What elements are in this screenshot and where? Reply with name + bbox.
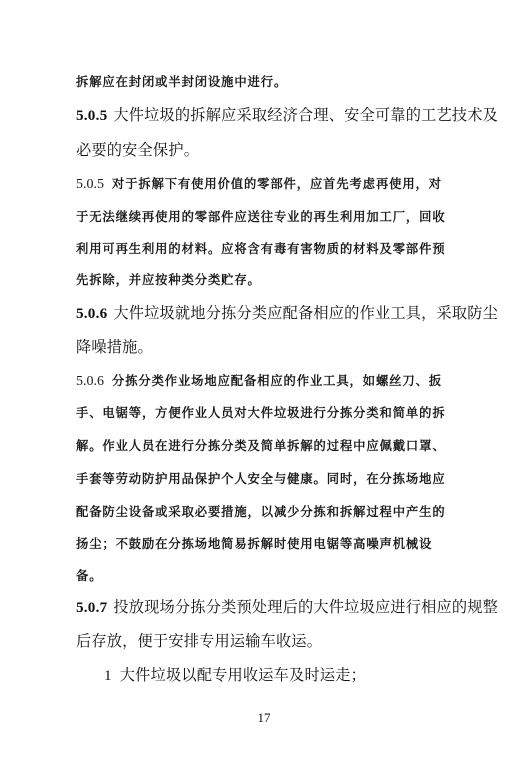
- commentary-line: [76, 570, 102, 582]
- line-text: 备。: [76, 569, 103, 583]
- line-text: 对于拆解下有使用价值的零部件，应首先考虑再使用，对: [112, 177, 442, 191]
- commentary-number: 5.0.6: [76, 374, 104, 389]
- line-text: 手、电锯等，方便作业人员对大件垃圾进行分拣分类和简单的拆: [76, 406, 446, 420]
- clause-line: [76, 634, 322, 649]
- line-text: 配备防尘设备或采取必要措施，以减少分拣和拆解过程中产生的: [76, 505, 446, 519]
- line-text: 大件垃圾就地分拣分类应配备相应的作业工具，采取防尘: [113, 305, 499, 322]
- page-number: 17: [257, 710, 271, 725]
- commentary-line: [76, 211, 446, 223]
- clause-line: [76, 340, 153, 355]
- line-text: 手套等劳动防护用品保护个人安全与健康。同时，在分拣场地应: [76, 472, 446, 486]
- commentary-line: [76, 76, 287, 88]
- clause-line: [76, 306, 498, 321]
- commentary-line: [76, 375, 442, 389]
- clause-line: [76, 600, 498, 615]
- list-item: [104, 668, 366, 683]
- line-text: 利用可再生利用的材料。应将含有毒有害物质的材料及零部件预: [76, 242, 446, 256]
- commentary-line: [76, 506, 446, 518]
- line-text: 扬尘；不鼓励在分拣场地简易拆解时使用电锯等高噪声机械设: [76, 537, 433, 551]
- line-text: 大件垃圾以配专用收运车及时运走；: [119, 667, 366, 684]
- line-text: 先拆除，并应按种类分类贮存。: [76, 273, 261, 287]
- line-text: 分拣分类作业场地应配备相应的作业工具，如螺丝刀、扳: [112, 374, 442, 388]
- clause-line: [76, 143, 199, 158]
- commentary-line: [76, 274, 261, 286]
- line-text: 于无法继续再使用的零部件应送往专业的再生利用加工厂，回收: [76, 210, 446, 224]
- clause-line: [76, 108, 498, 123]
- commentary-line: [76, 473, 446, 485]
- line-text: 降噪措施。: [76, 339, 153, 356]
- line-text: 后存放，便于安排专用运输车收运。: [76, 633, 323, 650]
- line-text: 必要的安全保护。: [76, 142, 200, 159]
- commentary-line: [76, 178, 442, 192]
- commentary-line: [76, 243, 446, 255]
- commentary-number: 5.0.5: [76, 177, 104, 192]
- commentary-line: [76, 538, 432, 550]
- item-number: 1: [104, 667, 112, 684]
- line-text: 投放现场分拣分类预处理后的大件垃圾应进行相应的规整: [113, 599, 499, 616]
- clause-number: 5.0.6: [76, 305, 108, 322]
- commentary-line: [76, 407, 446, 419]
- line-text: 拆解应在封闭或半封闭设施中进行。: [76, 75, 288, 89]
- clause-number: 5.0.5: [76, 107, 108, 124]
- line-text: 大件垃圾的拆解应采取经济合理、安全可靠的工艺技术及: [113, 107, 499, 124]
- line-text: 解。作业人员在进行分拣分类及简单拆解的过程中应佩戴口罩、: [76, 439, 446, 453]
- clause-number: 5.0.7: [76, 599, 108, 616]
- commentary-line: [76, 440, 446, 452]
